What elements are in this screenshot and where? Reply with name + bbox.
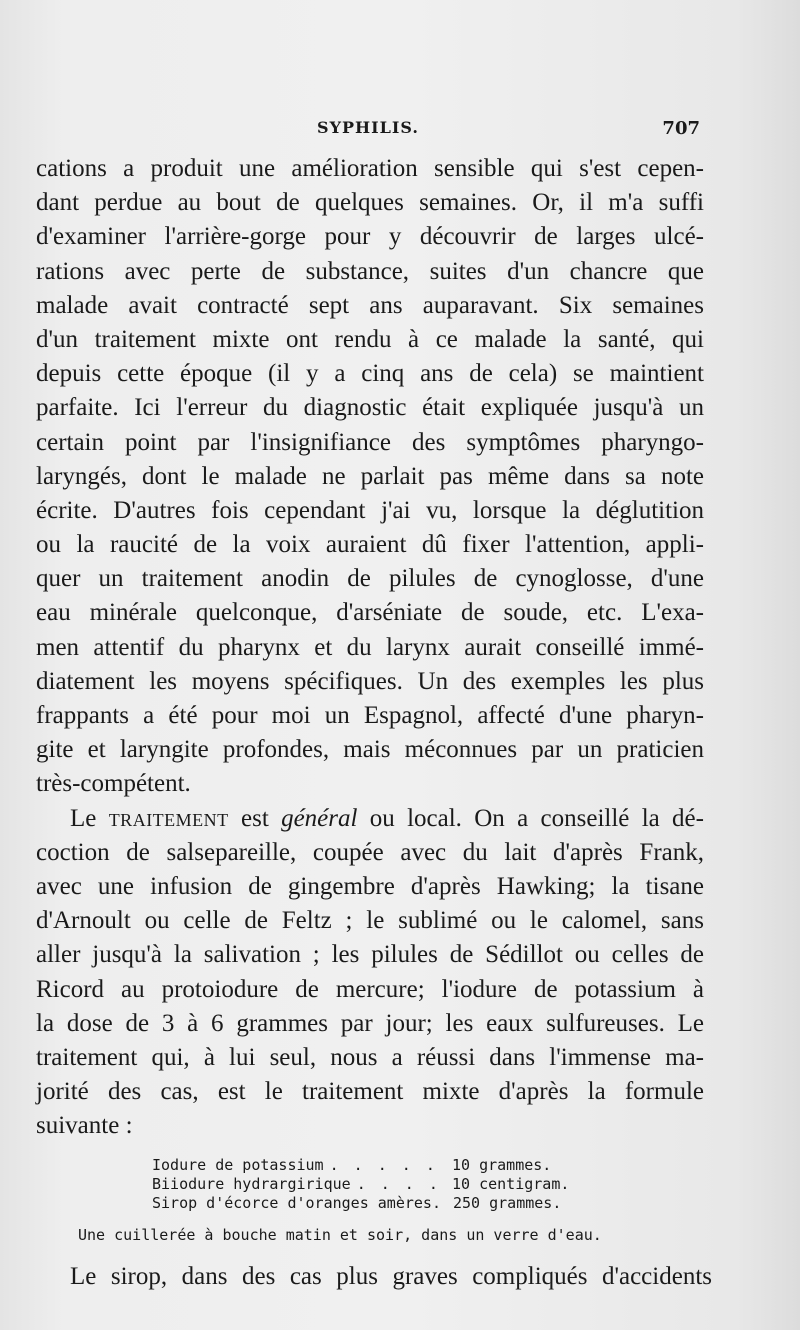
formula-quantity: 10 centigram.: [452, 1175, 570, 1193]
text-line: cations a produit une amélioration sensible qui s'est cepen-: [36, 155, 704, 182]
text-line: depuis cette époque (il y a cinq ans de cela) se maintient: [36, 360, 704, 388]
formula-ingredient: Iodure de potassium: [152, 1156, 324, 1174]
text-line: traitement qui, à lui seul, nous a réussi dans l'immense ma-: [36, 1043, 704, 1071]
formula-ingredient: Sirop d'écorce d'oranges amères.: [152, 1194, 441, 1212]
text-fragment: Le: [70, 804, 109, 832]
formula-leader-dots: . . . . .: [329, 1156, 438, 1174]
paragraph-1: [36, 152, 704, 802]
formula-row: [152, 1156, 602, 1175]
smallcaps-term: traitement: [108, 804, 229, 832]
text-line: frappants a été pour moi un Espagnol, affecté d'une pharyn-: [36, 702, 704, 729]
text-line: d'un traitement mixte ont rendu à ce malade la santé, qui: [36, 325, 704, 353]
text-line: rations avec perte de substance, suites d'un chancre que: [36, 257, 704, 285]
text-line: quer un traitement anodin de pilules de cynoglosse, d'une: [36, 565, 704, 593]
text-line: d'Arnoult ou celle de Feltz ; le sublimé ou le calomel, sans: [36, 907, 704, 935]
text-line: diatement les moyens spécifiques. Un des exemples les plus: [36, 667, 704, 695]
text-line: Le sirop, dans des cas plus graves compliqués d'accidents: [70, 1263, 712, 1290]
text-line: malade avait contracté sept ans auparavant. Six semaines: [36, 291, 704, 319]
text-line: parfaite. Ici l'erreur du diagnostic était expliquée jusqu'à un: [36, 394, 704, 422]
paragraph-2: [36, 802, 704, 1144]
text-line: coction de salsepareille, coupée avec du lait d'après Frank,: [36, 838, 704, 866]
formula-row: [152, 1175, 602, 1194]
text-line: Ricord au protoiodure de mercure; l'iodure de potassium à: [36, 975, 704, 1003]
formula-ingredient: Biiodure hydrargirique: [152, 1175, 351, 1193]
text-line: [36, 802, 704, 836]
running-title: SYPHILIS.: [317, 118, 419, 137]
text-line: men attentif du pharynx et du larynx aurait conseillé immé-: [36, 633, 704, 661]
text-line: d'examiner l'arrière-gorge pour y découvrir de larges ulcé-: [36, 223, 704, 251]
text-fragment: ou local. On a conseillé la dé-: [357, 804, 704, 832]
text-line: ou la raucité de la voix auraient dû fixer l'attention, appli-: [36, 531, 704, 559]
page-number: 707: [662, 118, 700, 139]
text-line: jorité des cas, est le traitement mixte d'après la formule: [36, 1078, 704, 1106]
prescription-formula: [152, 1156, 602, 1213]
text-line: aller jusqu'à la salivation ; les pilules de Sédillot ou celles de: [36, 941, 704, 969]
dosage-instruction: Une cuillerée à bouche matin et soir, dans un verre d'eau.: [78, 1226, 602, 1244]
body-text: [36, 152, 704, 1143]
text-line: laryngés, dont le malade ne parlait pas même dans sa note: [36, 462, 704, 490]
page-header: [36, 118, 700, 144]
formula-leader-dots: . . . .: [356, 1175, 441, 1193]
formula-quantity: 10 grammes.: [452, 1156, 552, 1174]
text-line: gite et laryngite profondes, mais méconnues par un praticien: [36, 736, 704, 764]
text-line: très-compétent.: [36, 770, 191, 798]
formula-row: [152, 1194, 602, 1213]
text-line: écrite. D'autres fois cependant j'ai vu, lorsque la déglutition: [36, 496, 704, 524]
text-line: certain point par l'insignifiance des symptômes pharyngo-: [36, 428, 704, 456]
text-line: avec une infusion de gingembre d'après Hawking; la tisane: [36, 872, 704, 900]
formula-quantity: 250 grammes.: [452, 1194, 562, 1212]
text-line: dant perdue au bout de quelques semaines. Or, il m'a suffi: [36, 189, 704, 217]
text-line: la dose de 3 à 6 grammes par jour; les eaux sulfureuses. Le: [36, 1009, 704, 1037]
text-line: eau minérale quelconque, d'arséniate de soude, etc. L'exa-: [36, 599, 704, 627]
text-line: suivante :: [36, 1112, 133, 1140]
italic-term: général: [281, 804, 358, 832]
text-fragment: est: [228, 804, 282, 832]
